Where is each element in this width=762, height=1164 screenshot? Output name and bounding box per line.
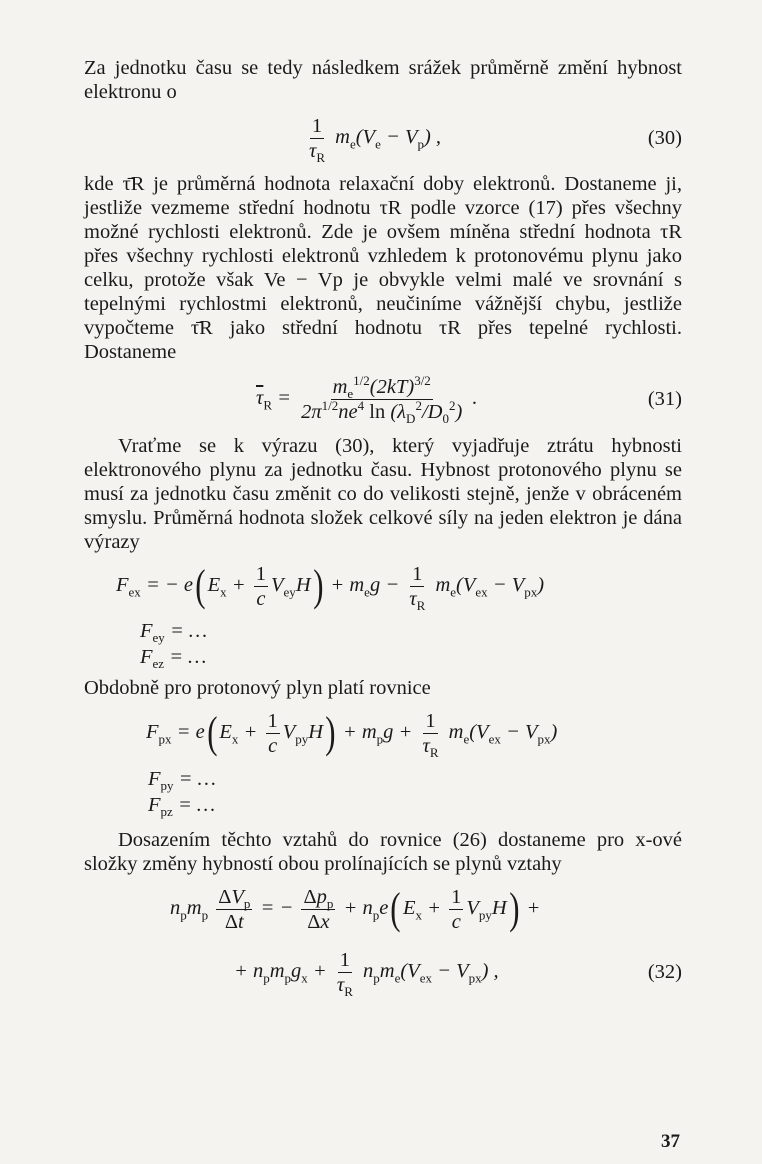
equation-fez: $F_{ez}$ = …: [140, 646, 207, 672]
equation-number: (30): [647, 127, 682, 149]
equation-32-line2: + $n_pm_pg_x$ + $\frac{1}{\tau_R}$ $n_pm_e(V_{ex} - V_{px})$ , (32): [234, 948, 682, 999]
paragraph-1: Za jednotku času se tedy následkem srážek průměrně změní hybnost elektronu o: [84, 57, 682, 103]
equation-31: $\overline{\tau}_R$ = $\frac{m_e^{1/2}(2kT)^{3/2}}{2\pi^{1/2}ne^4 \ln (\lambda_D^2/D_0^2)}$ . (31): [256, 372, 682, 426]
paragraph-4: Obdobně pro protonový plyn platí rovnice: [84, 677, 431, 699]
equation-fey: $F_{ey}$ = …: [140, 620, 208, 646]
paragraph-3: Vraťme se k výrazu (30), který vyjadřuje ztrátu hybnosti elektronového plynu za jednotku času. Hybnost protonového plynu se musí za jednotku času změnit co do velikosti stejně, jenže v obráceném smyslu. Průměrná hodnota složek celkové síly na jeden elektron je dána výrazy: [84, 435, 682, 553]
equation-fex: $F_{ex}$ = − e( $E_x$ + $\frac{1}{c}$ $V_{ey}H) + m_eg$ − $\frac{1}{\tau_R}$ $m_e(V_{ex} - V_{px})$: [116, 561, 545, 613]
page-body: [84, 56, 682, 1002]
paragraph-5: Dosazením těchto vztahů do rovnice (26) dostaneme pro x-ové složky změny hybností obou prolínajících se plynů vztahy: [84, 829, 682, 875]
equation-fpy: $F_{py}$ = …: [148, 768, 216, 794]
equation-number: (31): [647, 388, 682, 410]
equation-32-line1: $n_pm_p$ $\frac{\Delta V_p}{\Delta t}$ = − $\frac{\Delta p_p}{\Delta x}$ + $n_pe$( $E_x$ + $\frac{1}{c}$ $V_{py}H$) +: [170, 884, 541, 933]
equation-fpz: $F_{pz}$ = …: [148, 794, 216, 820]
equation-30: $\frac{1}{\tau_R}$ $m_e(V_e - V_p)$ , (30): [309, 114, 682, 165]
page-number: 37: [661, 1131, 680, 1152]
equation-number: (32): [647, 961, 682, 983]
equation-fpx: $F_{px} = e$( $E_x$ + $\frac{1}{c}$ $V_{py}H) + m_pg$ + $\frac{1}{\tau_R}$ $m_e(V_{ex} - V_{px})$: [146, 708, 558, 760]
paragraph-2: kde τ̄R je průměrná hodnota relaxační doby elektronů. Dostaneme ji, jestliže vezmeme střední hodnotu τR podle vzorce (17) přes všechny možné rychlosti elektronů. Zde je ovšem míněna střední hodnota τR přes všechny rychlosti elektronů vzhledem k protonovému plynu jako celku, protože však Ve − Vp je obvykle velmi malé ve srovnání s tepelnými rychlostmi elektronů, neučiníme vážnější chybu, jestliže vypočteme τ̄R jako střední hodnotu τR přes tepelné rychlosti. Dostaneme: [84, 173, 682, 363]
